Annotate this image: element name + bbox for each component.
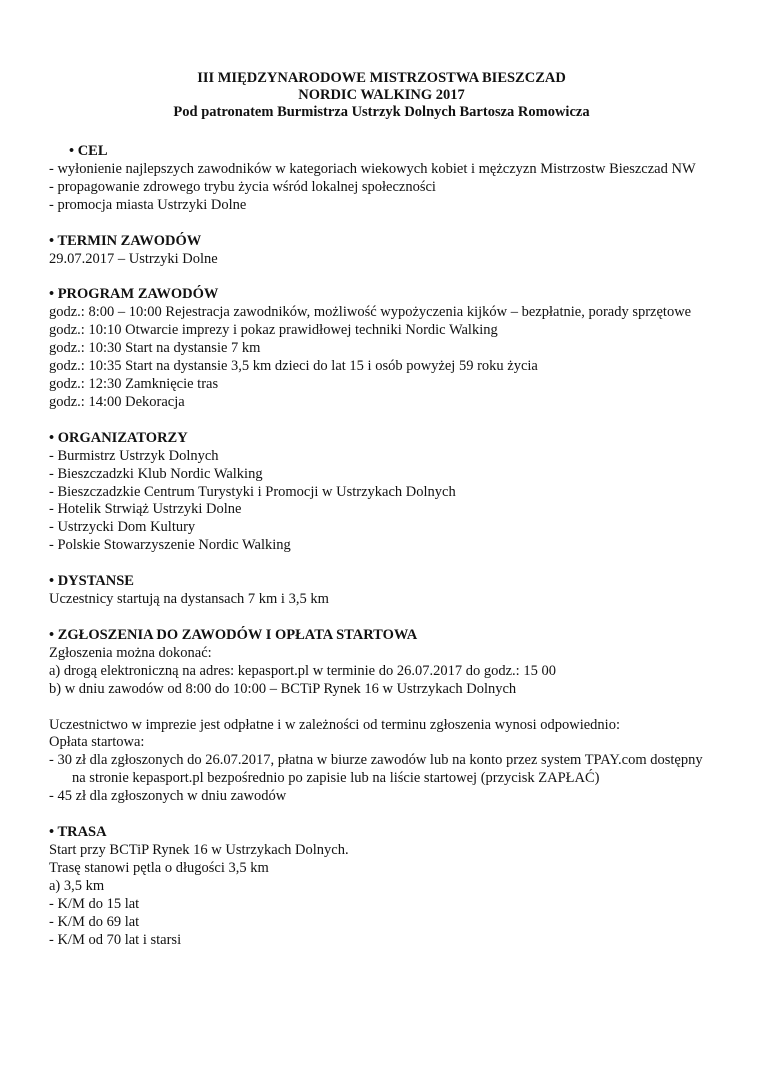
section-dystanse	[49, 573, 709, 609]
section-termin	[49, 233, 709, 269]
paragraph-line: b) w dniu zawodów od 8:00 do 10:00 – BCTiP Rynek 16 w Ustrzykach Dolnych	[49, 680, 517, 697]
section-heading: • PROGRAM ZAWODÓW	[49, 286, 219, 303]
fee-item: - 30 zł dla zgłoszonych do 26.07.2017, płatna w biurze zawodów lub na konto przez system TPAY.com dostępny na stronie kepasport.pl bezpośrednio po zapisie lub na liście startowej (przycisk ZAPŁAĆ)	[49, 752, 703, 787]
organizer-item: - Polskie Stowarzyszenie Nordic Walking	[49, 537, 291, 554]
section-heading: • CEL	[69, 143, 108, 159]
paragraph-line: Uczestnictwo w imprezie jest odpłatne i w zależności od terminu zgłoszenia wynosi odpowiednio:	[49, 716, 620, 733]
organizer-item: - Hotelik Strwiąż Ustrzyki Dolne	[49, 501, 242, 518]
organizer-item: - Bieszczadzki Klub Nordic Walking	[49, 465, 263, 482]
category-item: - K/M do 69 lat	[49, 913, 140, 930]
section-heading: • DYSTANSE	[49, 573, 134, 590]
section-program	[49, 286, 709, 411]
fee-item: - 45 zł dla zgłoszonych w dniu zawodów	[49, 788, 287, 805]
route-line: Start przy BCTiP Rynek 16 w Ustrzykach Dolnych.	[49, 842, 349, 858]
paragraph-line: Opłata startowa:	[49, 734, 145, 751]
event-date: 29.07.2017 – Ustrzyki Dolne	[49, 250, 218, 267]
program-item: godz.: 8:00 – 10:00 Rejestracja zawodników, możliwość wypożyczenia kijków – bezpłatnie, porady sprzętowe	[49, 304, 692, 321]
section-heading: • ZGŁOSZENIA DO ZAWODÓW I OPŁATA STARTOWA	[49, 626, 418, 643]
program-item: godz.: 10:30 Start na dystansie 7 km	[49, 340, 261, 357]
document-body	[49, 143, 709, 967]
section-heading: • TRASA	[49, 824, 107, 841]
section-zgloszenia	[49, 627, 709, 806]
route-line: Trasę stanowi pętla o długości 3,5 km	[49, 859, 269, 876]
program-item: godz.: 12:30 Zamknięcie tras	[49, 375, 219, 392]
section-heading: • ORGANIZATORZY	[49, 429, 188, 446]
program-item: godz.: 10:35 Start na dystansie 3,5 km dzieci do lat 15 i osób powyżej 59 roku życia	[49, 358, 538, 375]
organizer-item: - Burmistrz Ustrzyk Dolnych	[49, 447, 219, 464]
header-title: III MIĘDZYNARODOWE MISTRZOSTWA BIESZCZAD	[197, 70, 566, 86]
list-item: - promocja miasta Ustrzyki Dolne	[49, 196, 247, 213]
program-item: godz.: 10:10 Otwarcie imprezy i pokaz prawidłowej techniki Nordic Walking	[49, 322, 498, 339]
organizer-item: - Bieszczadzkie Centrum Turystyki i Promocji w Ustrzykach Dolnych	[49, 483, 456, 500]
section-cel	[49, 143, 709, 215]
organizer-item: - Ustrzycki Dom Kultury	[49, 519, 196, 536]
section-trasa	[49, 824, 709, 949]
header-subtitle: NORDIC WALKING 2017	[298, 87, 465, 103]
route-line: a) 3,5 km	[49, 877, 105, 894]
section-heading: • TERMIN ZAWODÓW	[49, 232, 202, 249]
section-organizatorzy	[49, 430, 709, 555]
document-header	[0, 70, 763, 121]
program-item: godz.: 14:00 Dekoracja	[49, 393, 185, 410]
distances-text: Uczestnicy startują na dystansach 7 km i 3,5 km	[49, 591, 329, 608]
paragraph-gap	[49, 699, 709, 717]
category-item: - K/M do 15 lat	[49, 895, 140, 912]
list-item: - wyłonienie najlepszych zawodników w kategoriach wiekowych kobiet i mężczyzn Mistrzostw Bieszczad NW	[49, 160, 696, 177]
category-item: - K/M od 70 lat i starsi	[49, 931, 182, 948]
list-item: - propagowanie zdrowego trybu życia wśród lokalnej społeczności	[49, 178, 436, 195]
paragraph-line: Zgłoszenia można dokonać:	[49, 644, 212, 661]
paragraph-line: a) drogą elektroniczną na adres: kepasport.pl w terminie do 26.07.2017 do godz.: 15 00	[49, 662, 556, 679]
header-patronage: Pod patronatem Burmistrza Ustrzyk Dolnych Bartosza Romowicza	[173, 104, 590, 120]
